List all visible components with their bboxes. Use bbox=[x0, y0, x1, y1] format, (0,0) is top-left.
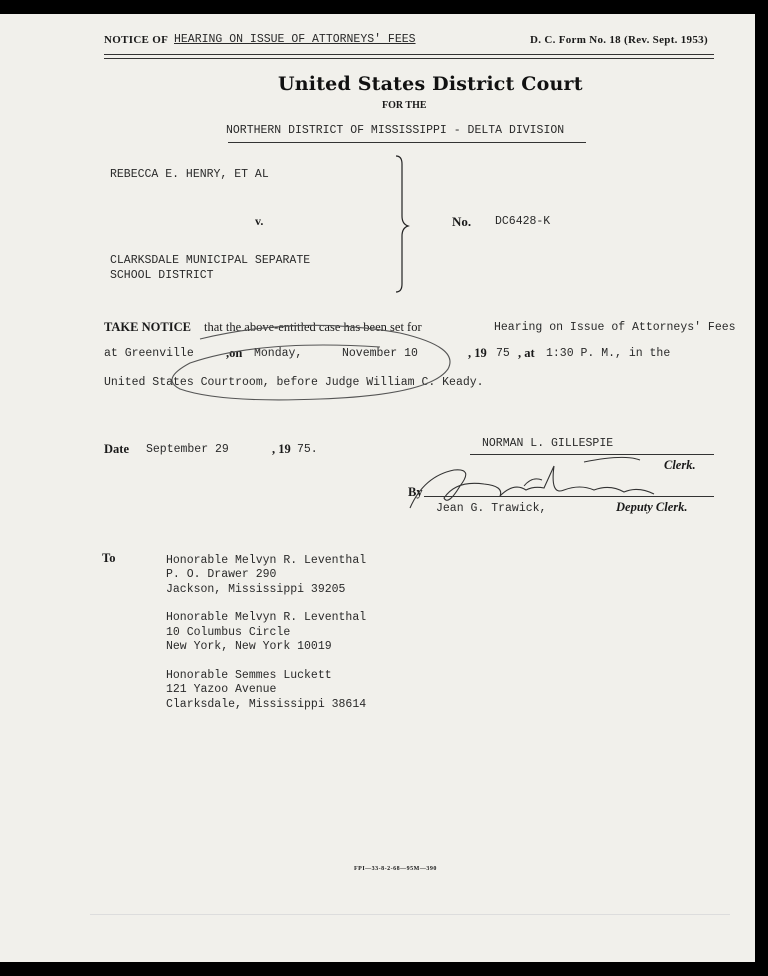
date-value: September 29 bbox=[146, 443, 229, 456]
to-label: To bbox=[102, 551, 116, 565]
district-name: NORTHERN DISTRICT OF MISSISSIPPI - DELTA DIVISION bbox=[226, 124, 565, 137]
recipient-2-name: Honorable Melvyn R. Leventhal bbox=[166, 611, 367, 624]
defendant-line-2: SCHOOL DISTRICT bbox=[110, 269, 214, 282]
form-number: D. C. Form No. 18 (Rev. Sept. 1953) bbox=[530, 34, 708, 46]
recipient-3-name: Honorable Semmes Luckett bbox=[166, 669, 332, 682]
recipient-3-address-2: Clarksdale, Mississippi 38614 bbox=[166, 698, 367, 711]
location-at: at Greenville bbox=[104, 347, 194, 360]
versus-label: v. bbox=[255, 214, 264, 228]
case-number-label: No. bbox=[452, 214, 472, 229]
recipient-2-address-2: New York, New York 10019 bbox=[166, 640, 332, 653]
year-prefix: , 19 bbox=[468, 346, 487, 360]
by-label: By bbox=[408, 485, 423, 499]
clerk-title: Clerk. bbox=[664, 458, 696, 472]
plaintiff-name: REBECCA E. HENRY, ET AL bbox=[110, 168, 269, 181]
notice-text: that the above-entitled case has been set for bbox=[204, 320, 422, 334]
date-year-prefix: , 19 bbox=[272, 442, 291, 456]
hearing-date: November 10 bbox=[342, 347, 418, 360]
recipient-1-address-1: P. O. Drawer 290 bbox=[166, 568, 277, 581]
recipient-1-name: Honorable Melvyn R. Leventhal bbox=[166, 554, 367, 567]
document-page bbox=[0, 14, 755, 962]
recipient-1-address-2: Jackson, Mississippi 39205 bbox=[166, 583, 346, 596]
courtroom-line: United States Courtroom, before Judge William C. Keady. bbox=[104, 376, 484, 389]
court-name: United States District Court bbox=[278, 73, 583, 95]
deputy-name: Jean G. Trawick, bbox=[436, 502, 547, 515]
on-label: ,on bbox=[226, 346, 243, 360]
case-number: DC6428-K bbox=[495, 215, 551, 228]
deputy-title: Deputy Clerk. bbox=[616, 500, 688, 514]
notice-subject: HEARING ON ISSUE OF ATTORNEYS' FEES bbox=[174, 33, 416, 46]
defendant-line-1: CLARKSDALE MUNICIPAL SEPARATE bbox=[110, 254, 311, 267]
hearing-day: Monday, bbox=[254, 347, 303, 360]
hearing-time: 1:30 P. M., in the bbox=[546, 347, 671, 360]
print-code: FPI—33-8-2-68—95M—390 bbox=[354, 866, 437, 872]
recipient-3-address-1: 121 Yazoo Avenue bbox=[166, 683, 277, 696]
take-notice-label: TAKE NOTICE bbox=[104, 320, 191, 334]
notice-of-label: NOTICE OF bbox=[104, 34, 169, 46]
caption-brace bbox=[394, 154, 414, 294]
clerk-name: NORMAN L. GILLESPIE bbox=[482, 437, 614, 450]
hearing-type: Hearing on Issue of Attorneys' Fees bbox=[494, 321, 736, 334]
handwritten-ellipse-mark bbox=[140, 319, 470, 414]
year-suffix: 75 bbox=[496, 347, 510, 360]
date-year-suffix: 75. bbox=[297, 443, 318, 456]
date-label: Date bbox=[104, 442, 129, 456]
recipient-2-address-1: 10 Columbus Circle bbox=[166, 626, 291, 639]
at-time-label: , at bbox=[518, 346, 535, 360]
for-the-label: FOR THE bbox=[382, 100, 427, 111]
